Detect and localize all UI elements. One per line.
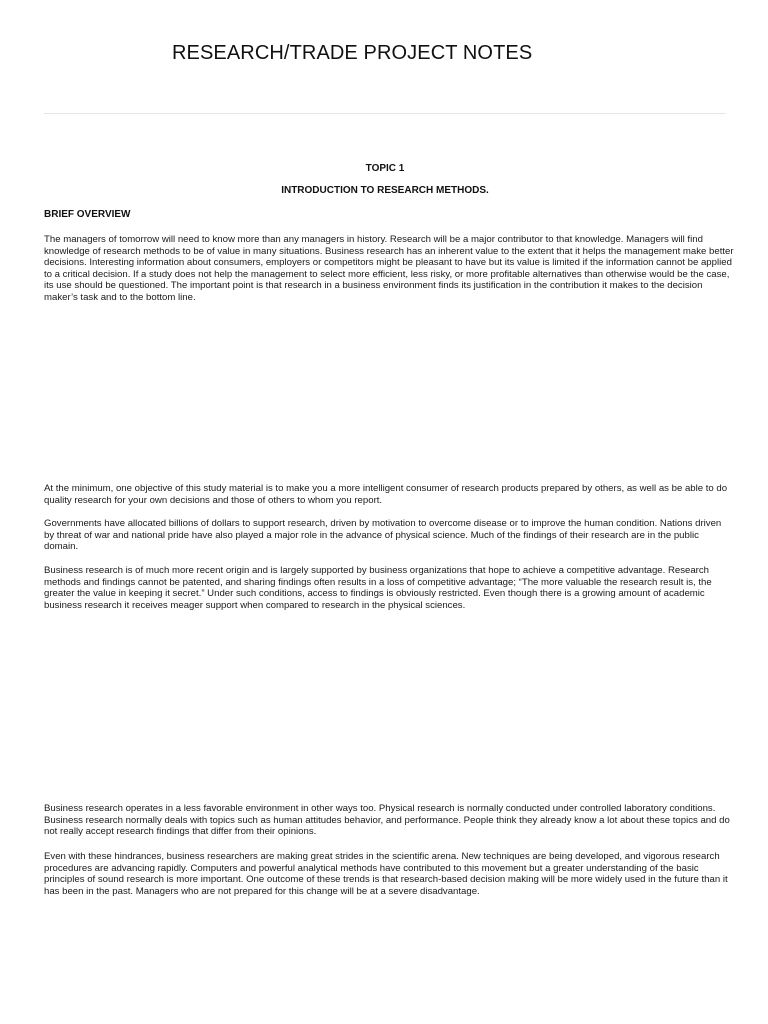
chapter-title: INTRODUCTION TO RESEARCH METHODS. (281, 185, 489, 196)
paragraph-4: Business research is of much more recent origin and is largely supported by business organizations that hope to achieve a competitive advantage. Research methods and findings cannot be patented, and sharing findings often results in a loss of competitive advantage; “The more valuable the research result is, the greater the value in keeping it secret.” Under such conditions, access to findings is obviously restricted. Even though there is a growing amount of academic business research it receives meager support when compared to research in the physical sciences. (44, 565, 712, 611)
document-title: RESEARCH/TRADE PROJECT NOTES (172, 42, 533, 64)
title-divider (44, 113, 726, 114)
section-heading: BRIEF OVERVIEW (44, 209, 131, 220)
topic-label: TOPIC 1 (365, 163, 405, 174)
paragraph-1: The managers of tomorrow will need to know more than any managers in history. Research will be a major contributor to that knowledge. Managers will find knowledge of research methods to be of value in many situations. Business research has an inherent value to the extent that it helps the management make better decisions. Interesting information about consumers, employers or competitors might be pleasant to have but its value is limited if the information cannot be applied to a critical decision. If a study does not help the management to select more efficient, less risky, or more profitable alternatives than otherwise would be the case, its use should be questioned. The important point is that research in a business environment finds its justification in the contribution it makes to the decision maker’s task and to the bottom line. (44, 234, 734, 303)
paragraph-3: Governments have allocated billions of dollars to support research, driven by motivation to overcome disease or to improve the human condition. Nations driven by threat of war and national pride have also played a major role in the advance of physical science. Much of the findings of their research are in the public domain. (44, 518, 722, 553)
paragraph-5: Business research operates in a less favorable environment in other ways too. Physical research is normally conducted under controlled laboratory conditions. Business research normally deals with topics such as human attitudes behavior, and performance. People think they already know a lot about these topics and do not really accept research findings that differ from their opinions. (44, 803, 730, 838)
paragraph-6: Even with these hindrances, business researchers are making great strides in the scientific arena. New techniques are being developed, and vigorous research procedures are advancing rapidly. Computers and powerful analytical methods have contributed to this movement but a greater understanding of the basic principles of sound research is more important. One outcome of these trends is that research-based decision making will be more widely used in the future than it has been in the past. Managers who are not prepared for this change will be at a severe disadvantage. (44, 851, 728, 897)
paragraph-2: At the minimum, one objective of this study material is to make you a more intelligent consumer of research products prepared by others, as well as be able to do quality research for your own decisions and those of others to whom you report. (44, 483, 728, 506)
